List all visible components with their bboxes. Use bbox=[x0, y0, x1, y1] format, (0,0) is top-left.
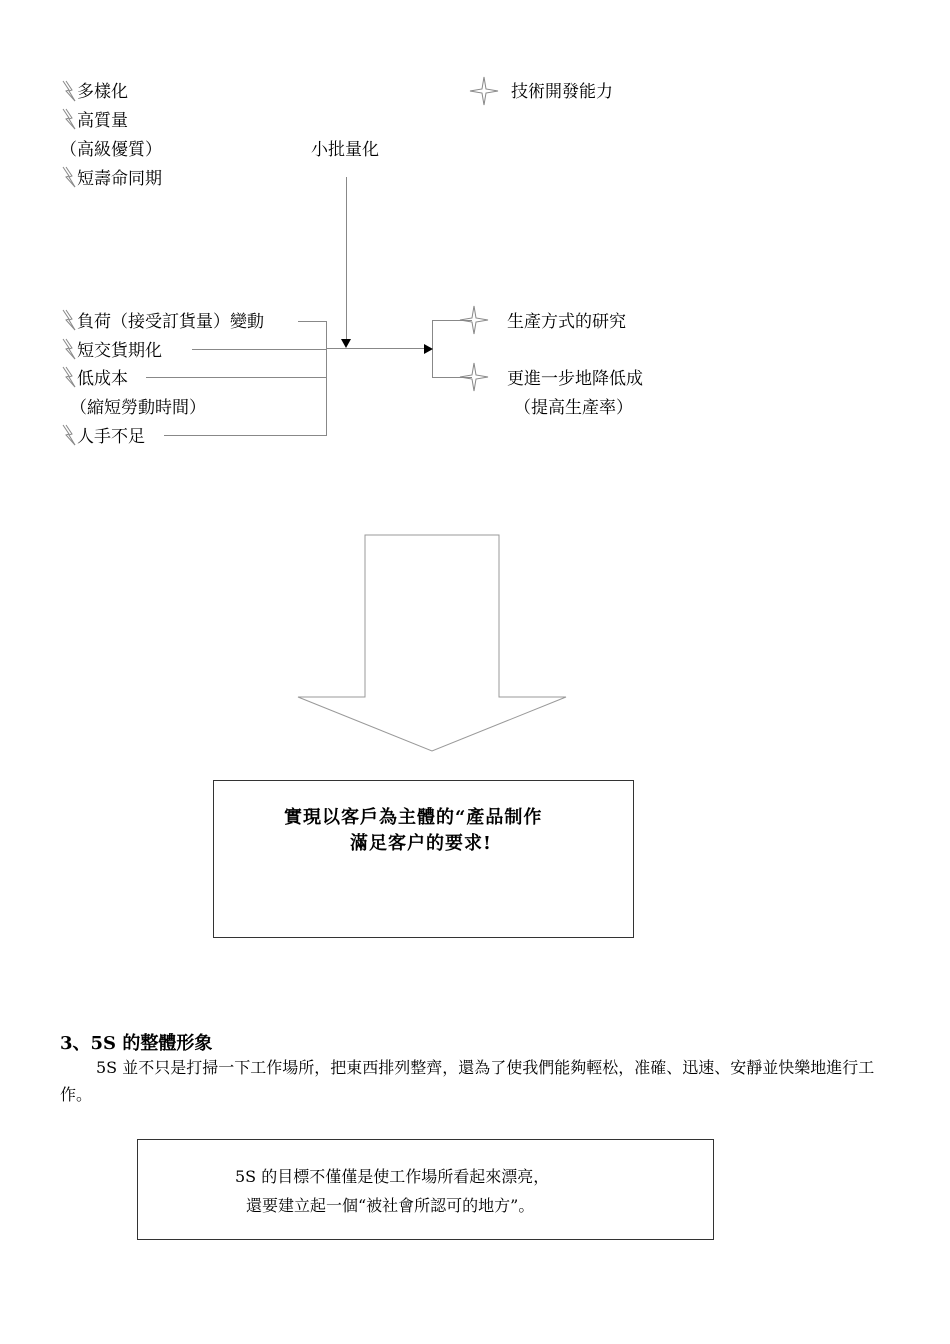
lightning-bolt-icon bbox=[60, 108, 78, 130]
four-point-star-icon bbox=[459, 305, 489, 335]
diagram-text-high-quality: 高質量 bbox=[77, 111, 128, 131]
arrowhead-down-icon bbox=[341, 339, 351, 349]
result-line-1: 實現以客戶為主體的“產品制作 bbox=[284, 807, 543, 828]
diagram-text-short-delivery: 短交貨期化 bbox=[77, 341, 162, 361]
lightning-bolt-icon bbox=[60, 80, 78, 102]
lightning-bolt-icon bbox=[60, 338, 78, 360]
diagram-text-reduce-labor-time: （縮短勞動時間） bbox=[70, 398, 206, 418]
diagram-text-labor-shortage: 人手不足 bbox=[77, 427, 145, 447]
section-paragraph: 5S 並不只是打掃一下工作場所，把東西排列整齊，還為了使我們能夠輕松，准確、迅速、安靜並快樂地進行工作。 bbox=[60, 1058, 875, 1104]
lightning-bolt-icon bbox=[60, 166, 78, 188]
diagram-text-production-method: 生產方式的研究 bbox=[507, 312, 626, 332]
lightning-bolt-icon bbox=[60, 309, 78, 331]
big-down-arrow-icon bbox=[296, 534, 568, 754]
diagram-text-low-cost: 低成本 bbox=[77, 369, 128, 389]
connector-labor-shortage bbox=[164, 435, 327, 436]
four-point-star-icon bbox=[459, 362, 489, 392]
diagram-text-load-change: 負荷（接受訂貨量）變動 bbox=[77, 312, 264, 332]
diagram-text-short-lifecycle: 短壽命同期 bbox=[77, 169, 162, 189]
goal-box bbox=[137, 1139, 714, 1240]
four-point-star-icon bbox=[469, 76, 499, 106]
arrowhead-right-icon bbox=[424, 344, 434, 354]
connector-vertical-small-batch bbox=[346, 177, 347, 340]
goal-line-1: 5S 的目標不僅僅是使工作場所看起來漂亮， bbox=[235, 1167, 550, 1186]
diagram-text-further-reduce: 更進一步地降低成 bbox=[507, 369, 643, 389]
connector-load-change bbox=[298, 321, 327, 322]
lightning-bolt-icon bbox=[60, 366, 78, 388]
section-heading: 3、5S 的整體形象 bbox=[60, 1033, 213, 1054]
lightning-bolt-icon bbox=[60, 424, 78, 446]
diagram-text-diversification: 多樣化 bbox=[77, 82, 128, 102]
connector-low-cost bbox=[146, 377, 327, 378]
diagram-text-tech-development: 技術開發能力 bbox=[511, 82, 613, 102]
connector-short-delivery bbox=[192, 349, 327, 350]
diagram-text-productivity: （提高生產率） bbox=[514, 398, 633, 418]
goal-line-2: 還要建立起一個“被社會所認可的地方”。 bbox=[246, 1196, 535, 1215]
connector-left-vertical bbox=[326, 321, 327, 436]
result-line-2: 滿足客户的要求! bbox=[350, 833, 492, 854]
diagram-text-small-batch: 小批量化 bbox=[311, 140, 379, 160]
diagram-text-premium-quality: （高級優質） bbox=[60, 140, 162, 160]
result-box bbox=[213, 780, 634, 938]
